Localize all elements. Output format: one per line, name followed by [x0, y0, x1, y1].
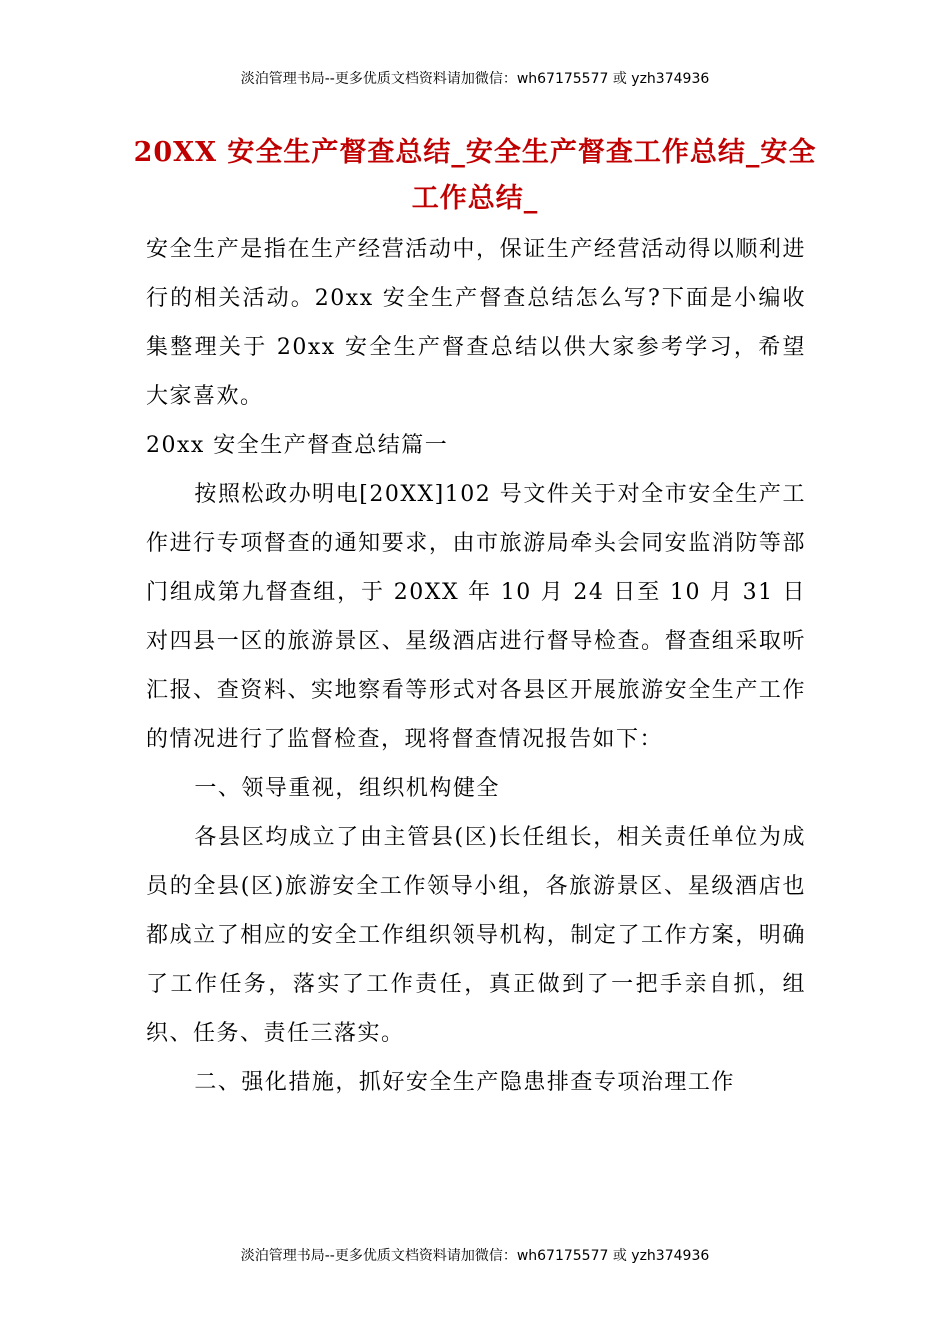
- body-paragraph-1: 按照松政办明电[20XX]102 号文件关于对全市安全生产工作进行专项督查的通知要求，由市旅游局牵头会同安监消防等部门组成第九督查组，于 20XX 年 10 月 24 日至 10 月 31 日对四县一区的旅游景区、星级酒店进行督导检查。督查组采取听汇报、查资料、实地察看等形式对各县区开展旅游安全生产工作的情况进行了监督检查，现将督查情况报告如下：: [146, 482, 806, 752]
- intro-paragraph: 安全生产是指在生产经营活动中，保证生产经营活动得以顺利进行的相关活动。20xx 安全生产督查总结怎么写?下面是小编收集整理关于 20xx 安全生产督查总结以供大家参考学习，希望大家喜欢。: [146, 237, 806, 409]
- page-footer: 淡泊管理书局--更多优质文档资料请加微信：wh67175577 或 yzh374936: [240, 1248, 710, 1264]
- document-title: 20XX 安全生产督查总结_安全生产督查工作总结_安全工作总结_: [133, 137, 817, 214]
- body-paragraph-2: 各县区均成立了由主管县(区)长任组长，相关责任单位为成员的全县(区)旅游安全工作领导小组，各旅游景区、星级酒店也都成立了相应的安全工作组织领导机构，制定了工作方案，明确了工作任务，落实了工作责任，真正做到了一把手亲自抓，组织、任务、责任三落实。: [146, 825, 806, 1046]
- subheading-2: 二、强化措施，抓好安全生产隐患排查专项治理工作: [194, 1070, 735, 1095]
- page-header: 淡泊管理书局--更多优质文档资料请加微信：wh67175577 或 yzh374936: [240, 71, 710, 87]
- document-body: [146, 225, 806, 1107]
- subheading-1: 一、领导重视，组织机构健全: [194, 776, 500, 801]
- section-heading: 20xx 安全生产督查总结篇一: [146, 433, 449, 458]
